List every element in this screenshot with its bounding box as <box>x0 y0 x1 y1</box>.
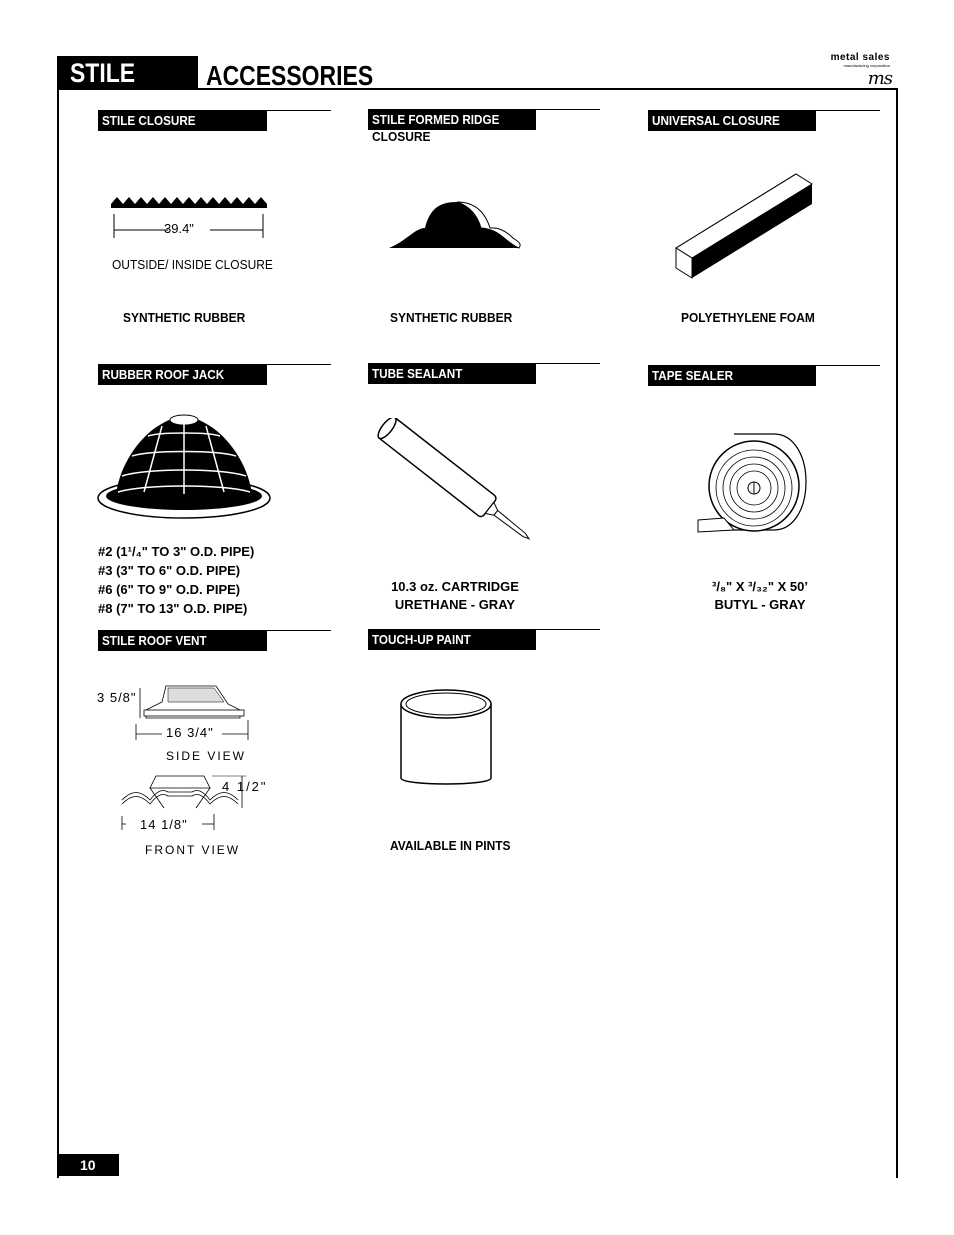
label-ridge-closure: STILE FORMED RIDGE <box>368 110 536 130</box>
universal-closure-illustration <box>672 170 816 282</box>
roof-jack-size: #6 (6" TO 9" O.D. PIPE) <box>98 582 241 597</box>
ridge-closure-label-line2: CLOSURE <box>372 129 431 144</box>
stile-closure-material: SYNTHETIC RUBBER <box>123 310 246 325</box>
roof-vent-illustration <box>96 680 286 850</box>
frame-right-rule <box>896 88 898 1178</box>
roof-vent-front-height: 4 1/2" <box>222 779 268 794</box>
frame-left-rule <box>57 56 59 1178</box>
tape-sealer-line2: BUTYL - GRAY <box>714 597 806 612</box>
label-stile-roof-vent: STILE ROOF VENT <box>98 631 267 651</box>
roof-vent-side-height: 3 5/8" <box>97 690 137 705</box>
roof-jack-illustration <box>96 410 276 522</box>
ridge-closure-illustration <box>385 198 525 252</box>
stile-closure-caption: OUTSIDE/ INSIDE CLOSURE <box>112 257 273 272</box>
page-title: ACCESSORIES <box>206 60 374 91</box>
tube-sealant-line1: 10.3 oz. CARTRIDGE <box>391 579 519 594</box>
universal-closure-material: POLYETHYLENE FOAM <box>681 310 815 325</box>
roof-vent-side-length: 16 3/4" <box>166 725 214 740</box>
roof-vent-front-view-label: FRONT VIEW <box>145 843 241 857</box>
label-touch-up-paint: TOUCH-UP PAINT <box>368 630 536 650</box>
company-logo <box>820 52 896 88</box>
page-number: 10 <box>58 1154 119 1176</box>
logo-name: metal sales <box>830 52 890 63</box>
logo-mark: ms <box>867 68 892 89</box>
touch-up-paint-illustration <box>396 686 496 792</box>
roof-vent-side-view-label: SIDE VIEW <box>166 749 247 763</box>
label-stile-closure: STILE CLOSURE <box>98 111 267 131</box>
roof-jack-size: #3 (3" TO 6" O.D. PIPE) <box>98 563 241 578</box>
roof-jack-sizes <box>98 542 254 618</box>
tape-sealer-line1: ³/₈" X ³/₃₂" X 50’ <box>712 579 808 594</box>
section-title: STILE <box>70 58 136 88</box>
tube-sealant-line2: URETHANE - GRAY <box>394 597 516 612</box>
stile-closure-dimension: 39.4" <box>164 221 194 236</box>
roof-jack-size: #2 (1¹/₄" TO 3" O.D. PIPE) <box>98 544 255 559</box>
label-universal-closure: UNIVERSAL CLOSURE <box>648 111 816 131</box>
roof-vent-front-width: 14 1/8" <box>140 817 188 832</box>
label-tape-sealer: TAPE SEALER <box>648 366 816 386</box>
label-tube-sealant: TUBE SEALANT <box>368 364 536 384</box>
label-rubber-roof-jack: RUBBER ROOF JACK <box>98 365 267 385</box>
tube-sealant-illustration <box>374 418 530 544</box>
roof-jack-size: #8 (7" TO 13" O.D. PIPE) <box>98 601 248 616</box>
touch-up-paint-caption: AVAILABLE IN PINTS <box>390 838 511 853</box>
tape-sealer-illustration <box>694 430 812 534</box>
ridge-closure-material: SYNTHETIC RUBBER <box>390 310 513 325</box>
logo-subtitle: manufacturing corporation <box>843 63 890 68</box>
